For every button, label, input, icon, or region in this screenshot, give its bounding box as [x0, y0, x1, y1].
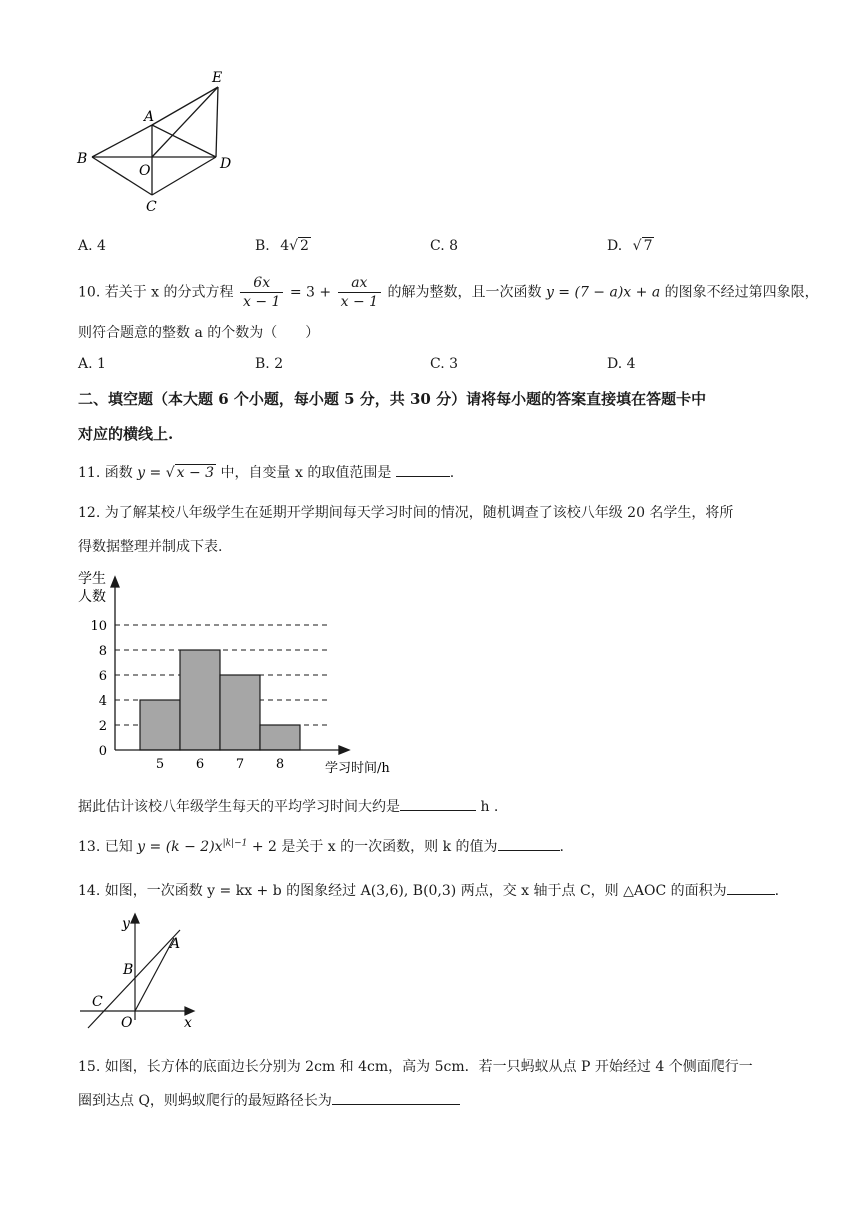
label-B: B	[77, 151, 88, 167]
q12-histogram	[70, 565, 400, 780]
q10-frac1-num: 6x	[240, 274, 283, 293]
label-A: A	[144, 109, 155, 125]
y-tick-label: 10	[90, 619, 107, 634]
q13-func: y = (k − 2)x	[137, 839, 223, 855]
q10-number: 10.	[78, 284, 101, 301]
q11-pre: 函数	[104, 465, 133, 481]
q9-option-b: B. 4√ 2	[255, 238, 309, 254]
y-tick-label: 0	[98, 744, 107, 759]
q10-text2: 的解为整数，且一次函数	[387, 284, 542, 301]
q15-text2: 圈到达点 Q，则蚂蚁爬行的最短路径长为	[78, 1093, 332, 1109]
q14-text: 如图，一次函数 y = kx + b 的图象经过 A(3,6), B(0,3) 两点，交 x 轴于点 C，则 △AOC 的面积为	[104, 883, 727, 899]
q12-answer-blank[interactable]	[400, 796, 476, 811]
chart-xlabel: 学习时间/h	[325, 761, 390, 776]
q12-text3: 据此估计该校八年级学生每天的平均学习时间大约是	[78, 799, 400, 815]
q10-func: y = (7 − a)x + a	[545, 284, 661, 301]
section2-heading-line1: 二、填空题（本大题 6 个小题，每小题 5 分，共 30 分）请将每小题的答案直接填在答题卡中	[78, 390, 707, 408]
q14-figure	[70, 910, 210, 1035]
q11-func-lhs: y =	[137, 465, 162, 481]
q11-number: 11.	[78, 465, 101, 481]
q12-line3	[78, 796, 498, 816]
q12-line2: 得数据整理并制成下表.	[78, 539, 223, 555]
q9-option-d: D. √ 7	[607, 238, 653, 254]
chart-ylabel-line1: 学生	[78, 571, 106, 587]
q15-answer-blank[interactable]	[332, 1090, 460, 1105]
q14-label-y: y	[122, 916, 130, 932]
q10-line1	[78, 274, 819, 311]
q11-line: 11. 函数 y = √ x − 3 中，自变量 x 的取值范围是 .	[78, 462, 454, 482]
x-tick-label: 5	[155, 757, 165, 772]
q10-text1: 若关于 x 的分式方程	[104, 284, 234, 301]
y-tick-label: 4	[98, 694, 107, 709]
q10-frac1-den: x − 1	[242, 294, 281, 310]
label-E: E	[212, 70, 223, 86]
q9-option-b-rad: 2	[300, 238, 309, 254]
q14-label-C: C	[92, 994, 103, 1010]
bar	[220, 675, 260, 750]
y-axis-arrow	[111, 577, 119, 587]
q9-option-b-prefix: B.	[255, 238, 270, 254]
q10-option-d: D. 4	[607, 356, 636, 372]
q9-option-d-prefix: D.	[607, 238, 623, 254]
q11-end: .	[449, 465, 455, 481]
q14-end: .	[774, 883, 780, 899]
q10-frac2-den: x − 1	[340, 294, 379, 310]
q10-option-a: A. 1	[78, 356, 106, 372]
q11-post: 中，自变量 x 的取值范围是	[220, 465, 392, 481]
q12-line1	[78, 502, 733, 522]
label-O: O	[139, 163, 151, 179]
q13-line	[78, 836, 564, 856]
q14-label-O: O	[121, 1015, 133, 1031]
q14-number: 14.	[78, 883, 101, 899]
q15-line1	[78, 1056, 753, 1076]
q9-option-b-coef: 4	[280, 238, 290, 254]
q11-radicand: x − 3	[176, 465, 215, 481]
q13-number: 13.	[78, 839, 101, 855]
bar	[260, 725, 300, 750]
label-D: D	[220, 156, 232, 172]
y-tick-label: 8	[98, 644, 107, 659]
bar	[140, 700, 180, 750]
q13-exponent: |k|−1	[222, 838, 248, 849]
y-tick-label: 2	[98, 719, 107, 734]
q13-answer-blank[interactable]	[498, 836, 560, 851]
label-C: C	[146, 199, 157, 215]
q9-option-c: C. 8	[430, 238, 459, 254]
chart-ylabel-line2: 人数	[78, 589, 106, 605]
q13-pre: 已知	[104, 839, 133, 855]
q15-number: 15.	[78, 1059, 101, 1075]
q15-text1: 如图，长方体的底面边长分别为 2cm 和 4cm，高为 5cm．若一只蚂蚁从点 P 开始经过 4 个侧面爬行一	[104, 1059, 753, 1075]
q10-option-c: C. 3	[430, 356, 459, 372]
q14-label-B: B	[123, 962, 134, 978]
q14-label-A: A	[170, 936, 181, 952]
q10-line2: 则符合题意的整数 a 的个数为（ ）	[78, 325, 320, 341]
q10-mid: = 3 +	[289, 284, 332, 301]
q14-label-x: x	[184, 1015, 192, 1031]
q14-answer-blank[interactable]	[727, 880, 775, 895]
q9-option-a: A. 4	[78, 238, 106, 254]
q12-number: 12.	[78, 505, 101, 521]
x-axis-arrow	[339, 746, 349, 754]
q10-text3: 的图象不经过第四象限，	[664, 284, 819, 301]
q9-figure	[70, 65, 250, 225]
x-tick-label: 7	[235, 757, 245, 772]
q13-func-end: + 2	[251, 839, 277, 855]
q15-line2	[78, 1090, 460, 1110]
q14-line	[78, 880, 779, 900]
x-tick-label: 8	[275, 757, 285, 772]
bar	[180, 650, 220, 750]
section2-heading-line2: 对应的横线上.	[78, 425, 174, 443]
x-tick-label: 6	[195, 757, 205, 772]
q11-answer-blank[interactable]	[396, 462, 450, 477]
q12-unit: h .	[480, 799, 499, 815]
y-tick-label: 6	[98, 669, 107, 684]
q9-option-d-rad: 7	[643, 238, 653, 254]
q12-text1: 为了解某校八年级学生在延期开学期间每天学习时间的情况，随机调查了该校八年级 20 名学生，将所	[104, 505, 734, 521]
q10-option-b: B. 2	[255, 356, 284, 372]
q13-post: 是关于 x 的一次函数，则 k 的值为	[281, 839, 498, 855]
q10-frac2-num: ax	[338, 274, 381, 293]
q13-end: .	[559, 839, 564, 855]
